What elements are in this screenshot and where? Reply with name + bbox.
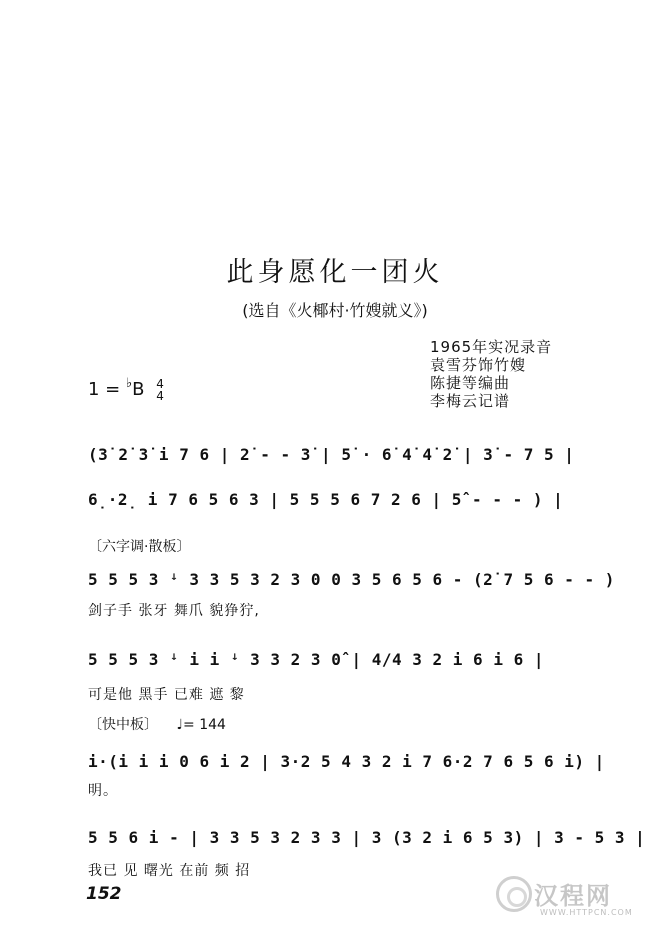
- lyric-line-2: 可是他 黑手 已难 遮 黎: [88, 687, 245, 703]
- watermark-logo-icon: [496, 876, 532, 912]
- lyric-line-4: 我已 见 曙光 在前 频 招: [88, 863, 251, 879]
- time-signature: [156, 378, 164, 402]
- credits-block: [430, 338, 552, 410]
- watermark: [492, 872, 642, 922]
- tempo-marking: ♩= 144: [176, 717, 226, 733]
- key-note: B: [132, 379, 145, 400]
- flat-sign: ♭: [125, 376, 133, 391]
- song-subtitle: (选自《火椰村·竹嫂就义》): [242, 301, 428, 320]
- credit-line: 1965年实况录音: [430, 338, 553, 356]
- notation-line-2: 6̣·2̣ i 7 6 5 6 3 | 5 5 5 6 7 2 6 | 5̂ - - - ) |: [88, 490, 564, 509]
- time-top: 4: [156, 377, 164, 391]
- key-prefix: 1 =: [88, 379, 126, 400]
- notation-line-5: i·(i i i 0 6 i 2 | 3·2 5 4 3 2 i 7 6·2 7 6 5 6 i) |: [88, 752, 605, 771]
- lyric-line-1: 剑子手 张牙 舞爪 貌狰狞,: [88, 603, 260, 619]
- watermark-name: 汉程网: [534, 881, 612, 910]
- section-heading-sanban: 〔六字调·散板〕: [88, 539, 191, 555]
- section-label: 〔快中板〕: [88, 717, 158, 733]
- notation-line-3: 5 5 5 3 ꜜ 3 3 5 3 2 3 0 0 3 5 6 5 6 - (2̇ 7 5 6 - - ): [88, 570, 615, 589]
- credit-line: 陈捷等编曲: [430, 374, 511, 392]
- notation-line-6: 5 5 6 i - | 3 3 5 3 2 3 3 | 3 (3 2 i 6 5 3) | 3 - 5 3 |: [88, 828, 646, 847]
- section-heading-kuaizhongban: [88, 714, 226, 734]
- lyric-line-3: 明。: [88, 783, 118, 799]
- key-signature: [88, 378, 164, 402]
- notation-line-1: (3̇ 2̇ 3̇ i 7 6 | 2̇ - - 3̇ | 5̇ · 6̇ 4̇ 4̇ 2̇ | 3̇ - 7 5 |: [88, 445, 575, 464]
- credit-line: 袁雪芬饰竹嫂: [430, 356, 527, 374]
- page-number: 152: [86, 884, 122, 904]
- watermark-url: WWW.HTTPCN.COM: [540, 908, 633, 917]
- time-bottom: 4: [156, 389, 164, 403]
- notation-line-4: 5 5 5 3 ꜜ i i ꜜ 3 3 2 3 0̂ | 4/4 3 2 i 6 i 6 |: [88, 650, 544, 669]
- credit-line: 李梅云记谱: [430, 392, 511, 410]
- song-title: 此身愿化一团火: [226, 257, 444, 288]
